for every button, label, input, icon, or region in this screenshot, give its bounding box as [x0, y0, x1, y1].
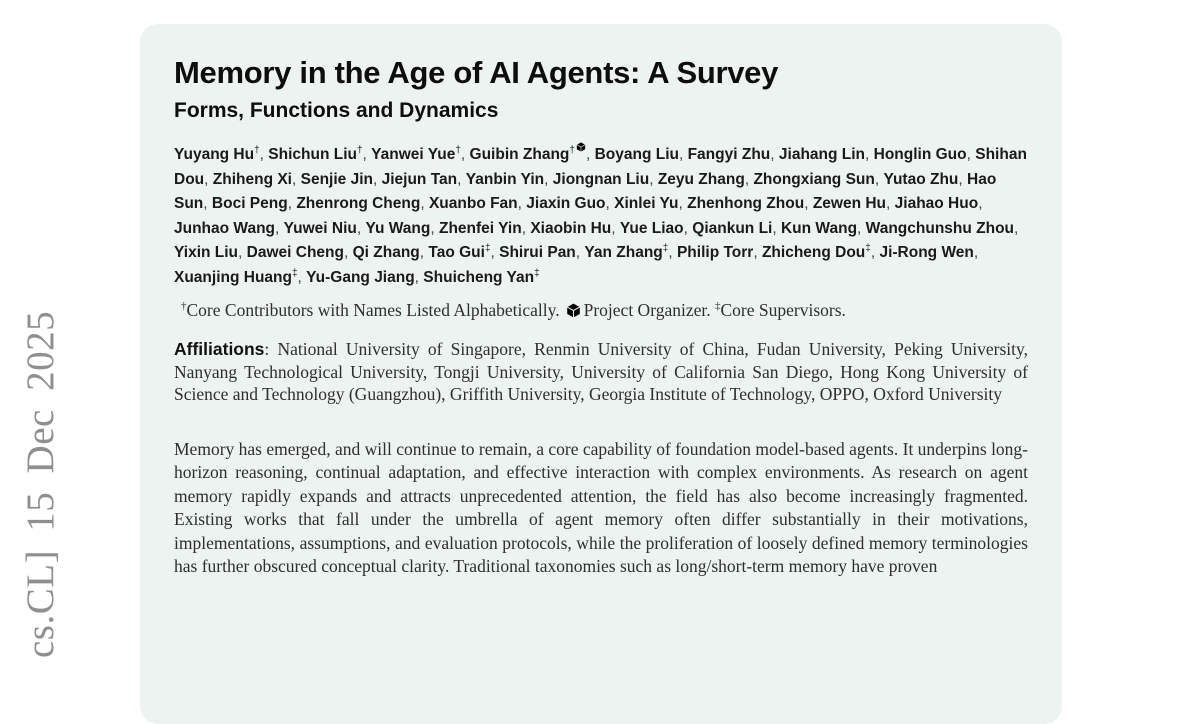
- author-name: Qi Zhang: [352, 244, 420, 262]
- abstract: Memory has emerged, and will continue to remain, a core capability of foundation model-based agents. It underpins long-horizon reasoning, continual adaptation, and effective interaction with complex environments. As research on agent memory rapidly expands and attracts unprecedented attention, the field has also become increasingly fragmented. Existing works that fall under the umbrella of agent memory often differ substantially in their motivations, implementations, assumptions, and evaluation protocols, while the proliferation of loosely defined memory terminologies has further obscured conceptual clarity. Traditional taxonomies such as long/short-term memory have proven: [174, 438, 1029, 577]
- author-name: Hao Sun: [174, 170, 997, 213]
- author-separator: ,: [575, 244, 585, 262]
- author-name: Xinlei Yu: [614, 195, 679, 213]
- author-name: Jiongnan Liu: [552, 170, 650, 188]
- author-name: Dawei Cheng: [246, 244, 344, 262]
- author-superscript: †: [254, 145, 260, 156]
- author-name: Zeyu Zhang: [657, 170, 745, 188]
- author-separator: ,: [973, 244, 979, 262]
- author-separator: ,: [544, 170, 553, 188]
- author-separator: ,: [372, 170, 382, 188]
- author-name: Yue Liao: [619, 219, 684, 237]
- author-name: Honglin Guo: [873, 146, 967, 164]
- author-separator: ,: [457, 170, 466, 188]
- author-separator: ,: [362, 146, 372, 164]
- author-separator: ,: [238, 244, 247, 262]
- author-name: Jiejun Tan: [381, 170, 458, 188]
- author-list: [174, 142, 1028, 290]
- author-separator: ,: [649, 170, 658, 188]
- author-separator: ,: [886, 195, 895, 213]
- author-name: Senjie Jin: [300, 170, 373, 188]
- author-name: Jiahang Lin: [778, 146, 866, 164]
- author-separator: ,: [291, 170, 301, 188]
- author-separator: ,: [668, 244, 677, 262]
- author-name: Yanwei Yue†: [371, 145, 461, 164]
- dagger-symbol: †: [181, 300, 187, 313]
- author-superscript: ‡: [291, 267, 298, 279]
- author-separator: ,: [297, 268, 307, 286]
- author-name: Zhiheng Xi: [212, 170, 292, 188]
- author-separator: ,: [287, 195, 297, 213]
- cube-icon: [576, 142, 586, 152]
- author-separator: ,: [870, 244, 880, 262]
- author-separator: ,: [420, 195, 429, 213]
- cube-icon: [566, 300, 581, 324]
- author-separator: ,: [259, 146, 269, 164]
- author-separator: ,: [772, 219, 781, 237]
- author-separator: ,: [678, 146, 688, 164]
- author-separator: ,: [770, 146, 779, 164]
- author-name: Jiaxin Guo: [526, 195, 606, 213]
- author-name: Shirui Pan: [499, 244, 576, 262]
- author-superscript: ‡: [484, 243, 491, 254]
- author-name: Yutao Zhu: [883, 170, 959, 188]
- author-name: Zhenhong Zhou: [687, 195, 805, 213]
- author-separator: ,: [683, 219, 693, 237]
- author-name: Zhenrong Cheng: [296, 195, 421, 213]
- author-separator: ,: [611, 219, 620, 237]
- author-superscript: ‡: [865, 243, 871, 254]
- author-name: Xuanjing Huang‡: [174, 267, 298, 286]
- author-name: Yuyang Hu†: [174, 145, 260, 164]
- paper-subtitle: Forms, Functions and Dynamics: [174, 99, 499, 122]
- project-organizer-note: Project Organizer.: [583, 300, 711, 321]
- author-separator: ,: [605, 195, 615, 213]
- author-separator: ,: [857, 219, 866, 237]
- author-name: Guibin Zhang†: [470, 146, 586, 163]
- author-name: Jiahao Huo: [894, 195, 979, 213]
- author-name: Yixin Liu: [174, 244, 239, 262]
- author-separator: ,: [343, 244, 353, 262]
- author-separator: ,: [521, 219, 531, 237]
- author-name: Junhao Wang: [174, 219, 276, 237]
- author-name: Wangchunshu Zhou: [865, 219, 1015, 237]
- author-name: Xiaobin Hu: [530, 219, 612, 237]
- author-separator: ,: [430, 219, 439, 237]
- paper-card: [140, 24, 1062, 724]
- author-superscript: ‡: [534, 267, 540, 279]
- affiliations: [174, 338, 1028, 406]
- author-separator: ,: [275, 219, 284, 237]
- author-name: Fangyi Zhu: [687, 146, 771, 164]
- author-name: Yu-Gang Jiang: [306, 268, 415, 286]
- author-name: Shuicheng Yan‡: [423, 267, 540, 286]
- affiliations-label: Affiliations: [174, 339, 265, 360]
- author-separator: ,: [460, 146, 470, 164]
- author-separator: ,: [678, 195, 688, 213]
- author-name: Yan Zhang‡: [584, 243, 669, 262]
- author-name: Boci Peng: [211, 195, 288, 213]
- author-separator: ,: [585, 146, 595, 164]
- author-name: Boyang Liu: [594, 146, 679, 164]
- affiliations-text: : National University of Singapore, Renmin University of China, Fudan University, Peking University, Nanyang Technological University, Tongji University, University of California San Diego, Hong Kong University of Science and Technology (Guangzhou), Griffith University, Georgia Institute of Technology, OPPO, Oxford University: [174, 339, 1028, 405]
- author-separator: ,: [203, 195, 212, 213]
- author-name: Yanbin Yin: [465, 170, 545, 188]
- author-name: Ji-Rong Wen: [879, 244, 974, 262]
- author-separator: ,: [978, 195, 983, 213]
- author-name: Zhenfei Yin: [439, 219, 522, 237]
- author-name: Zhicheng Dou‡: [761, 243, 871, 262]
- core-contributors-note: Core Contributors with Names Listed Alphabetically.: [186, 300, 560, 321]
- author-name: Philip Torr: [676, 244, 754, 262]
- author-name: Kun Wang: [780, 219, 858, 237]
- author-separator: ,: [356, 219, 366, 237]
- author-separator: ,: [517, 195, 527, 213]
- author-name: Yuwei Niu: [283, 219, 357, 237]
- author-name: Zewen Hu: [812, 195, 887, 213]
- author-separator: ,: [804, 195, 813, 213]
- author-name: Tao Gui‡: [428, 243, 491, 262]
- footnote: [174, 298, 1028, 324]
- author-separator: ,: [414, 268, 424, 286]
- author-name: Zhongxiang Sun: [753, 170, 875, 188]
- paper-title: Memory in the Age of AI Agents: A Survey: [174, 55, 779, 90]
- author-superscript: †: [356, 145, 363, 156]
- author-separator: ,: [865, 146, 874, 164]
- ddagger-symbol: ‡: [714, 300, 721, 313]
- author-separator: ,: [419, 244, 429, 262]
- core-supervisors-note: Core Supervisors.: [720, 300, 846, 321]
- author-separator: ,: [966, 146, 976, 164]
- author-name: Xuanbo Fan: [428, 195, 518, 213]
- author-separator: ,: [744, 170, 754, 188]
- author-separator: ,: [1014, 219, 1019, 237]
- author-superscript: ‡: [662, 243, 669, 254]
- author-separator: ,: [874, 170, 884, 188]
- author-name: Yu Wang: [365, 219, 431, 237]
- author-superscript: †: [455, 145, 461, 156]
- author-superscript: †: [569, 145, 586, 156]
- author-name: Shihan Dou: [174, 146, 1027, 188]
- author-separator: ,: [490, 244, 500, 262]
- author-name: Qiankun Li: [692, 219, 773, 237]
- author-name: Shichun Liu†: [268, 145, 363, 164]
- author-separator: ,: [958, 170, 968, 188]
- author-separator: ,: [204, 170, 213, 188]
- author-separator: ,: [753, 244, 762, 262]
- arxiv-stamp: cs.CL] 15 Dec 2025: [19, 310, 62, 658]
